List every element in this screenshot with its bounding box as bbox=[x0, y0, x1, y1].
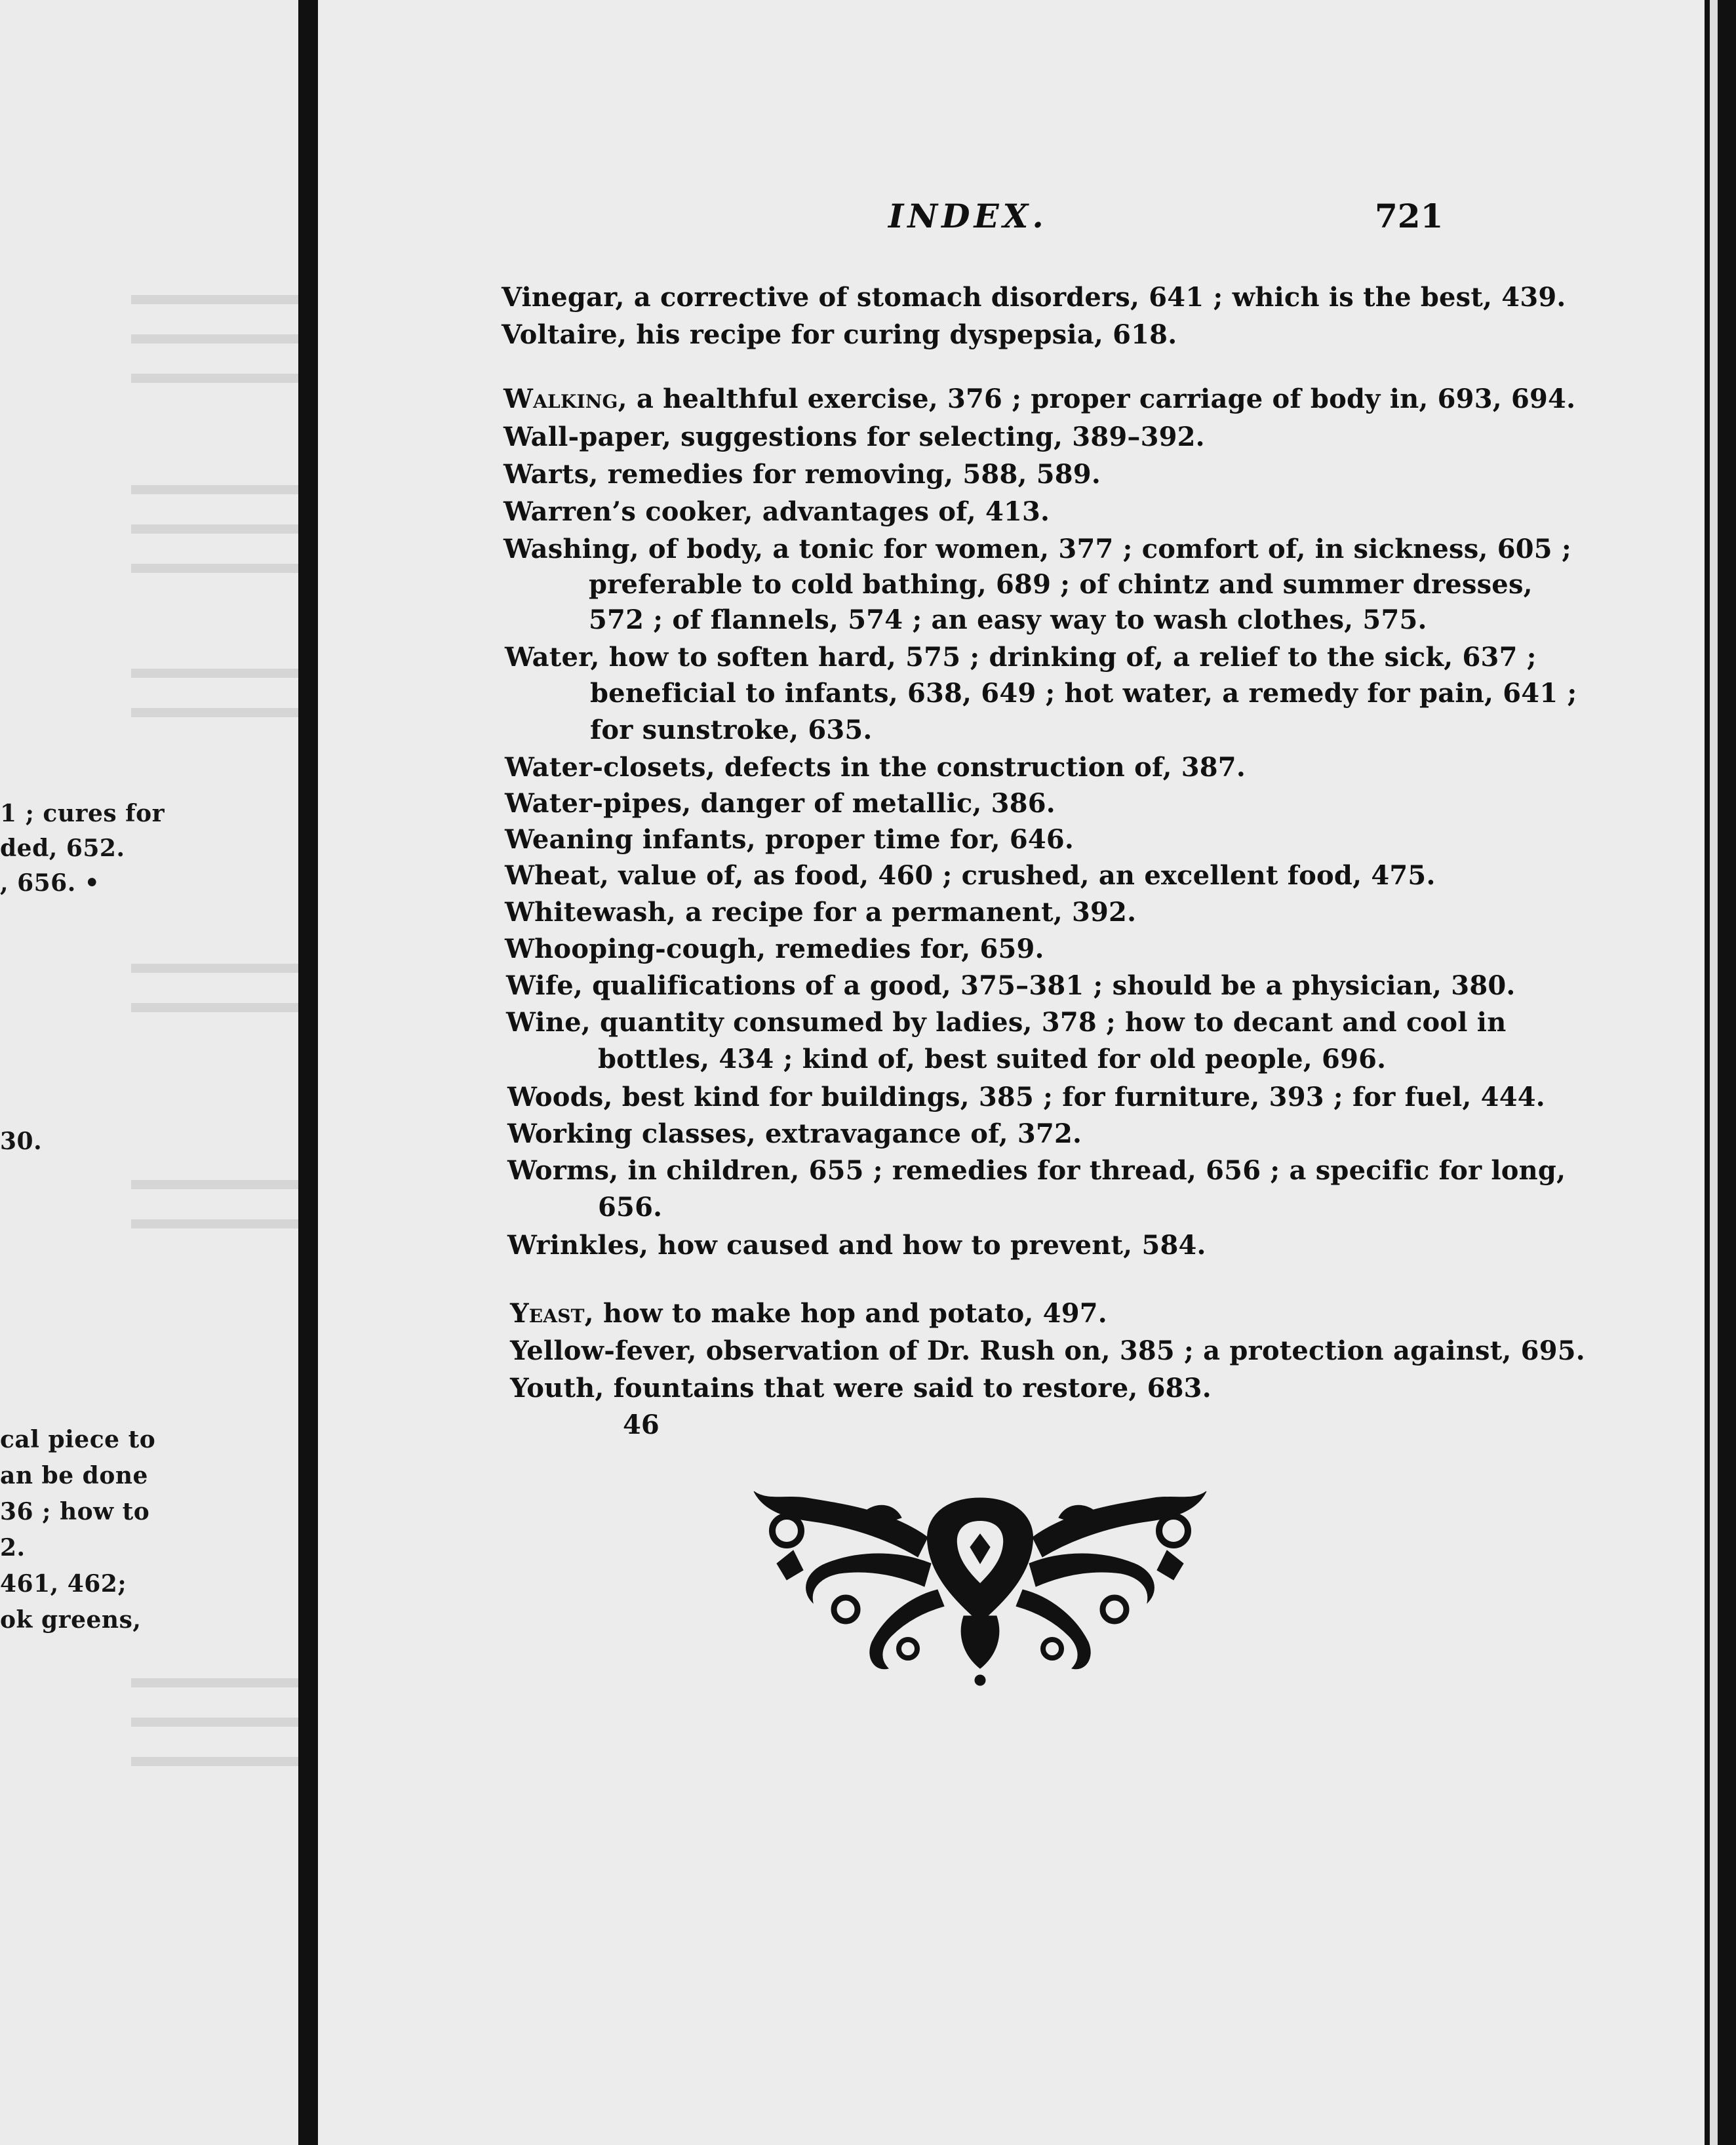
page-edge-strip bbox=[1710, 0, 1718, 2145]
index-entry-water-closets: Water-closets, defects in the construction of, 387. bbox=[505, 752, 1246, 783]
index-entry-water-cont: beneficial to infants, 638, 649 ; hot water, a remedy for pain, 641 ; bbox=[590, 678, 1577, 709]
bleed-through-line bbox=[131, 374, 302, 383]
entry-headword: Yeast, bbox=[510, 1298, 594, 1329]
left-page-fragment: 1 ; cures for bbox=[0, 800, 165, 827]
bleed-through-line bbox=[131, 295, 302, 304]
index-entry-yellow-fever: Yellow-fever, observation of Dr. Rush on, 385 ; a protection against, 695. bbox=[510, 1335, 1585, 1366]
bleed-through-line bbox=[131, 708, 302, 717]
index-entry-warts: Warts, remedies for removing, 588, 589. bbox=[503, 459, 1101, 490]
index-entry-weaning: Weaning infants, proper time for, 646. bbox=[505, 824, 1075, 855]
left-page-fragment: ok greens, bbox=[0, 1606, 142, 1634]
index-entry-washing-cont: 572 ; of flannels, 574 ; an easy way to wash clothes, 575. bbox=[589, 604, 1427, 635]
index-entry-wall-paper: Wall-paper, suggestions for selecting, 389–392. bbox=[503, 422, 1205, 452]
left-page-fragment: ded, 652. bbox=[0, 835, 125, 862]
index-entry-vinegar: Vinegar, a corrective of stomach disorders, 641 ; which is the best, 439. bbox=[502, 282, 1566, 313]
bleed-through-line bbox=[131, 564, 302, 573]
bleed-through-line bbox=[131, 1678, 302, 1687]
index-entry-washing: Washing, of body, a tonic for women, 377 ; comfort of, in sickness, 605 ; bbox=[503, 534, 1571, 564]
left-page-fragment: cal piece to bbox=[0, 1426, 156, 1453]
running-title: INDEX. bbox=[888, 197, 1048, 235]
page-edge bbox=[1705, 0, 1736, 2145]
index-entry-working-classes: Working classes, extravagance of, 372. bbox=[507, 1118, 1082, 1149]
left-page-fragment: 30. bbox=[0, 1128, 43, 1155]
bleed-through-line bbox=[131, 1718, 302, 1727]
index-entry-warrens-cooker: Warren’s cooker, advantages of, 413. bbox=[503, 496, 1050, 527]
index-entry-wine: Wine, quantity consumed by ladies, 378 ; how to decant and cool in bbox=[506, 1007, 1507, 1038]
index-entry-voltaire: Voltaire, his recipe for curing dyspepsia, 618. bbox=[502, 319, 1177, 350]
entry-text: a healthful exercise, 376 ; proper carriage of body in, 693, 694. bbox=[627, 384, 1576, 414]
book-gutter bbox=[298, 0, 318, 2145]
index-entry-whooping-cough: Whooping-cough, remedies for, 659. bbox=[505, 934, 1044, 964]
index-entry-whitewash: Whitewash, a recipe for a permanent, 392. bbox=[505, 897, 1137, 928]
signature-mark: 46 bbox=[623, 1409, 660, 1440]
index-entry-water-pipes: Water-pipes, danger of metallic, 386. bbox=[505, 788, 1055, 819]
index-entry-water-cont: for sunstroke, 635. bbox=[590, 715, 873, 745]
bleed-through-line bbox=[131, 669, 302, 678]
index-entry-woods: Woods, best kind for buildings, 385 ; for furniture, 393 ; for fuel, 444. bbox=[507, 1082, 1545, 1112]
left-page-fragment: , 656. • bbox=[0, 869, 100, 897]
bleed-through-line bbox=[131, 524, 302, 534]
left-page-fragment: 461, 462; bbox=[0, 1570, 127, 1598]
tailpiece-ornament bbox=[747, 1472, 1213, 1688]
left-page-fragment: an be done bbox=[0, 1462, 148, 1489]
index-entry-wrinkles: Wrinkles, how caused and how to prevent, 584. bbox=[507, 1230, 1206, 1261]
index-entry-washing-cont: preferable to cold bathing, 689 ; of chintz and summer dresses, bbox=[589, 569, 1533, 600]
index-entry-wine-cont: bottles, 434 ; kind of, best suited for old people, 696. bbox=[598, 1044, 1387, 1074]
bleed-through-line bbox=[131, 1003, 302, 1012]
page-number: 721 bbox=[1375, 197, 1444, 235]
left-page bbox=[0, 0, 308, 2145]
bleed-through-line bbox=[131, 1757, 302, 1766]
bleed-through-line bbox=[131, 485, 302, 494]
entry-headword: Walking, bbox=[503, 384, 627, 414]
entry-text: how to make hop and potato, 497. bbox=[593, 1298, 1107, 1329]
left-page-fragment: 36 ; how to bbox=[0, 1498, 150, 1525]
bleed-through-line bbox=[131, 964, 302, 973]
index-entry-wheat: Wheat, value of, as food, 460 ; crushed, an excellent food, 475. bbox=[505, 860, 1436, 891]
index-entry-worms: Worms, in children, 655 ; remedies for thread, 656 ; a specific for long, bbox=[507, 1155, 1566, 1186]
right-page bbox=[318, 0, 1705, 2145]
bleed-through-line bbox=[131, 1219, 302, 1229]
bleed-through-line bbox=[131, 334, 302, 344]
left-page-fragment: 2. bbox=[0, 1534, 26, 1562]
index-entries bbox=[318, 0, 1705, 2145]
index-entry-yeast bbox=[510, 1298, 1107, 1329]
bleed-through-line bbox=[131, 1180, 302, 1189]
index-entry-worms-cont: 656. bbox=[598, 1192, 663, 1223]
index-entry-water: Water, how to soften hard, 575 ; drinking of, a relief to the sick, 637 ; bbox=[505, 642, 1537, 673]
index-entry-youth: Youth, fountains that were said to restore, 683. bbox=[510, 1373, 1212, 1404]
index-entry-walking bbox=[503, 384, 1575, 414]
index-entry-wife: Wife, qualifications of a good, 375–381 ; should be a physician, 380. bbox=[506, 970, 1516, 1001]
